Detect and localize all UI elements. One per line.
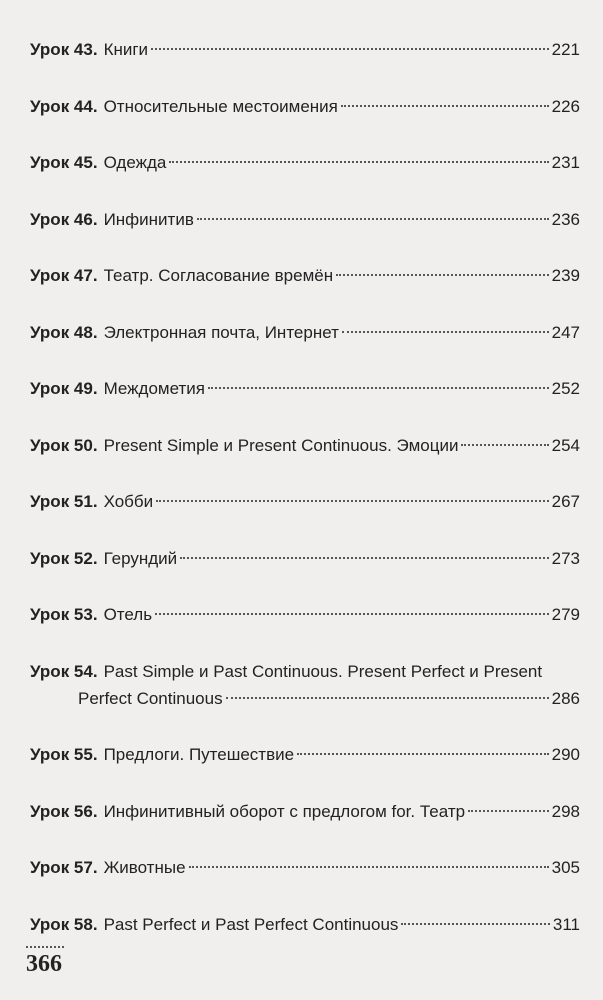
toc-entry bbox=[30, 375, 580, 402]
dot-leader bbox=[155, 613, 549, 615]
toc-entry-line bbox=[30, 685, 580, 712]
dot-leader bbox=[401, 923, 549, 925]
page-ref: 239 bbox=[551, 266, 580, 285]
lesson-number: Урок 49. bbox=[30, 379, 98, 398]
toc-entry-line bbox=[30, 658, 580, 685]
toc-entry bbox=[30, 432, 580, 459]
lesson-title: Отель bbox=[103, 605, 153, 624]
page-ref: 226 bbox=[551, 96, 580, 116]
lesson-title: Книги bbox=[103, 40, 149, 59]
lesson-title: Герундий bbox=[103, 548, 178, 568]
toc-entry bbox=[30, 36, 580, 63]
lesson-title: Электронная почта, Интернет bbox=[103, 322, 339, 342]
lesson-number: Урок 56. bbox=[30, 801, 98, 821]
lesson-number: Урок 47. bbox=[30, 266, 98, 285]
dot-leader bbox=[197, 218, 549, 220]
toc-entry bbox=[30, 601, 580, 628]
lesson-number: Урок 43. bbox=[30, 40, 98, 59]
page-ref: 231 bbox=[551, 153, 580, 172]
toc-entry bbox=[30, 854, 580, 881]
lesson-title: Past Perfect и Past Perfect Continuous bbox=[103, 914, 399, 934]
toc-entry bbox=[30, 149, 580, 176]
dot-leader bbox=[342, 331, 549, 333]
toc-entry bbox=[30, 798, 580, 825]
dot-leader bbox=[336, 274, 549, 276]
lesson-number: Урок 51. bbox=[30, 492, 98, 511]
lesson-number: Урок 52. bbox=[30, 548, 98, 568]
page-ref: 252 bbox=[551, 379, 580, 398]
toc-entry bbox=[30, 545, 580, 572]
page-ref: 267 bbox=[551, 492, 580, 511]
page-ref: 305 bbox=[551, 858, 580, 877]
page-ref: 236 bbox=[551, 209, 580, 229]
toc-entry bbox=[30, 206, 580, 233]
lesson-title: Инфинитивный оборот с предлогом for. Театр bbox=[103, 801, 466, 821]
page-ref: 279 bbox=[551, 605, 580, 624]
dot-leader bbox=[461, 444, 548, 446]
toc-entry bbox=[30, 488, 580, 515]
lesson-number: Урок 46. bbox=[30, 209, 98, 229]
lesson-title: Междометия bbox=[103, 379, 205, 398]
page-ref: 298 bbox=[551, 801, 580, 821]
dot-leader bbox=[297, 753, 549, 755]
lesson-title: Past Simple и Past Continuous. Present Perfect и Present bbox=[103, 661, 543, 681]
lesson-number: Урок 44. bbox=[30, 96, 98, 116]
lesson-number: Урок 53. bbox=[30, 605, 98, 624]
lesson-title: Относительные местоимения bbox=[103, 96, 338, 116]
lesson-title: Театр. Согласование времён bbox=[103, 266, 334, 285]
lesson-number: Урок 48. bbox=[30, 322, 98, 342]
lesson-title: Хобби bbox=[103, 492, 154, 511]
page-ref: 273 bbox=[551, 548, 580, 568]
lesson-title: Present Simple и Present Continuous. Эмоции bbox=[103, 435, 459, 455]
lesson-title: Животные bbox=[103, 858, 186, 877]
toc-entry bbox=[30, 658, 580, 712]
page-ref: 221 bbox=[551, 40, 580, 59]
dot-leader bbox=[226, 697, 549, 699]
page-ref: 286 bbox=[551, 688, 580, 708]
toc-entry bbox=[30, 911, 580, 938]
lesson-number: Урок 57. bbox=[30, 858, 98, 877]
dot-leader bbox=[341, 105, 549, 107]
lesson-title: Предлоги. Путешествие bbox=[103, 745, 295, 764]
lesson-number: Урок 45. bbox=[30, 153, 98, 172]
dot-leader bbox=[169, 161, 548, 163]
dot-leader bbox=[189, 866, 549, 868]
toc-entry bbox=[30, 262, 580, 289]
footer-ornament bbox=[26, 946, 64, 948]
page-ref: 254 bbox=[551, 435, 580, 455]
dot-leader bbox=[180, 557, 548, 559]
lesson-title-continued: Perfect Continuous bbox=[78, 688, 223, 708]
toc-entry bbox=[30, 319, 580, 346]
toc-entry bbox=[30, 741, 580, 768]
page-ref: 290 bbox=[551, 745, 580, 764]
lesson-number: Урок 54. bbox=[30, 661, 98, 681]
lesson-title: Одежда bbox=[103, 153, 167, 172]
dot-leader bbox=[151, 48, 549, 50]
lesson-number: Урок 58. bbox=[30, 914, 98, 934]
lesson-number: Урок 50. bbox=[30, 435, 98, 455]
table-of-contents bbox=[30, 36, 580, 967]
lesson-number: Урок 55. bbox=[30, 745, 98, 764]
lesson-title: Инфинитив bbox=[103, 209, 194, 229]
dot-leader bbox=[156, 500, 548, 502]
toc-entry bbox=[30, 93, 580, 120]
page-number: 366 bbox=[26, 951, 62, 977]
dot-leader bbox=[208, 387, 549, 389]
page-ref: 247 bbox=[551, 322, 580, 342]
dot-leader bbox=[468, 810, 549, 812]
page-ref: 311 bbox=[552, 914, 580, 934]
